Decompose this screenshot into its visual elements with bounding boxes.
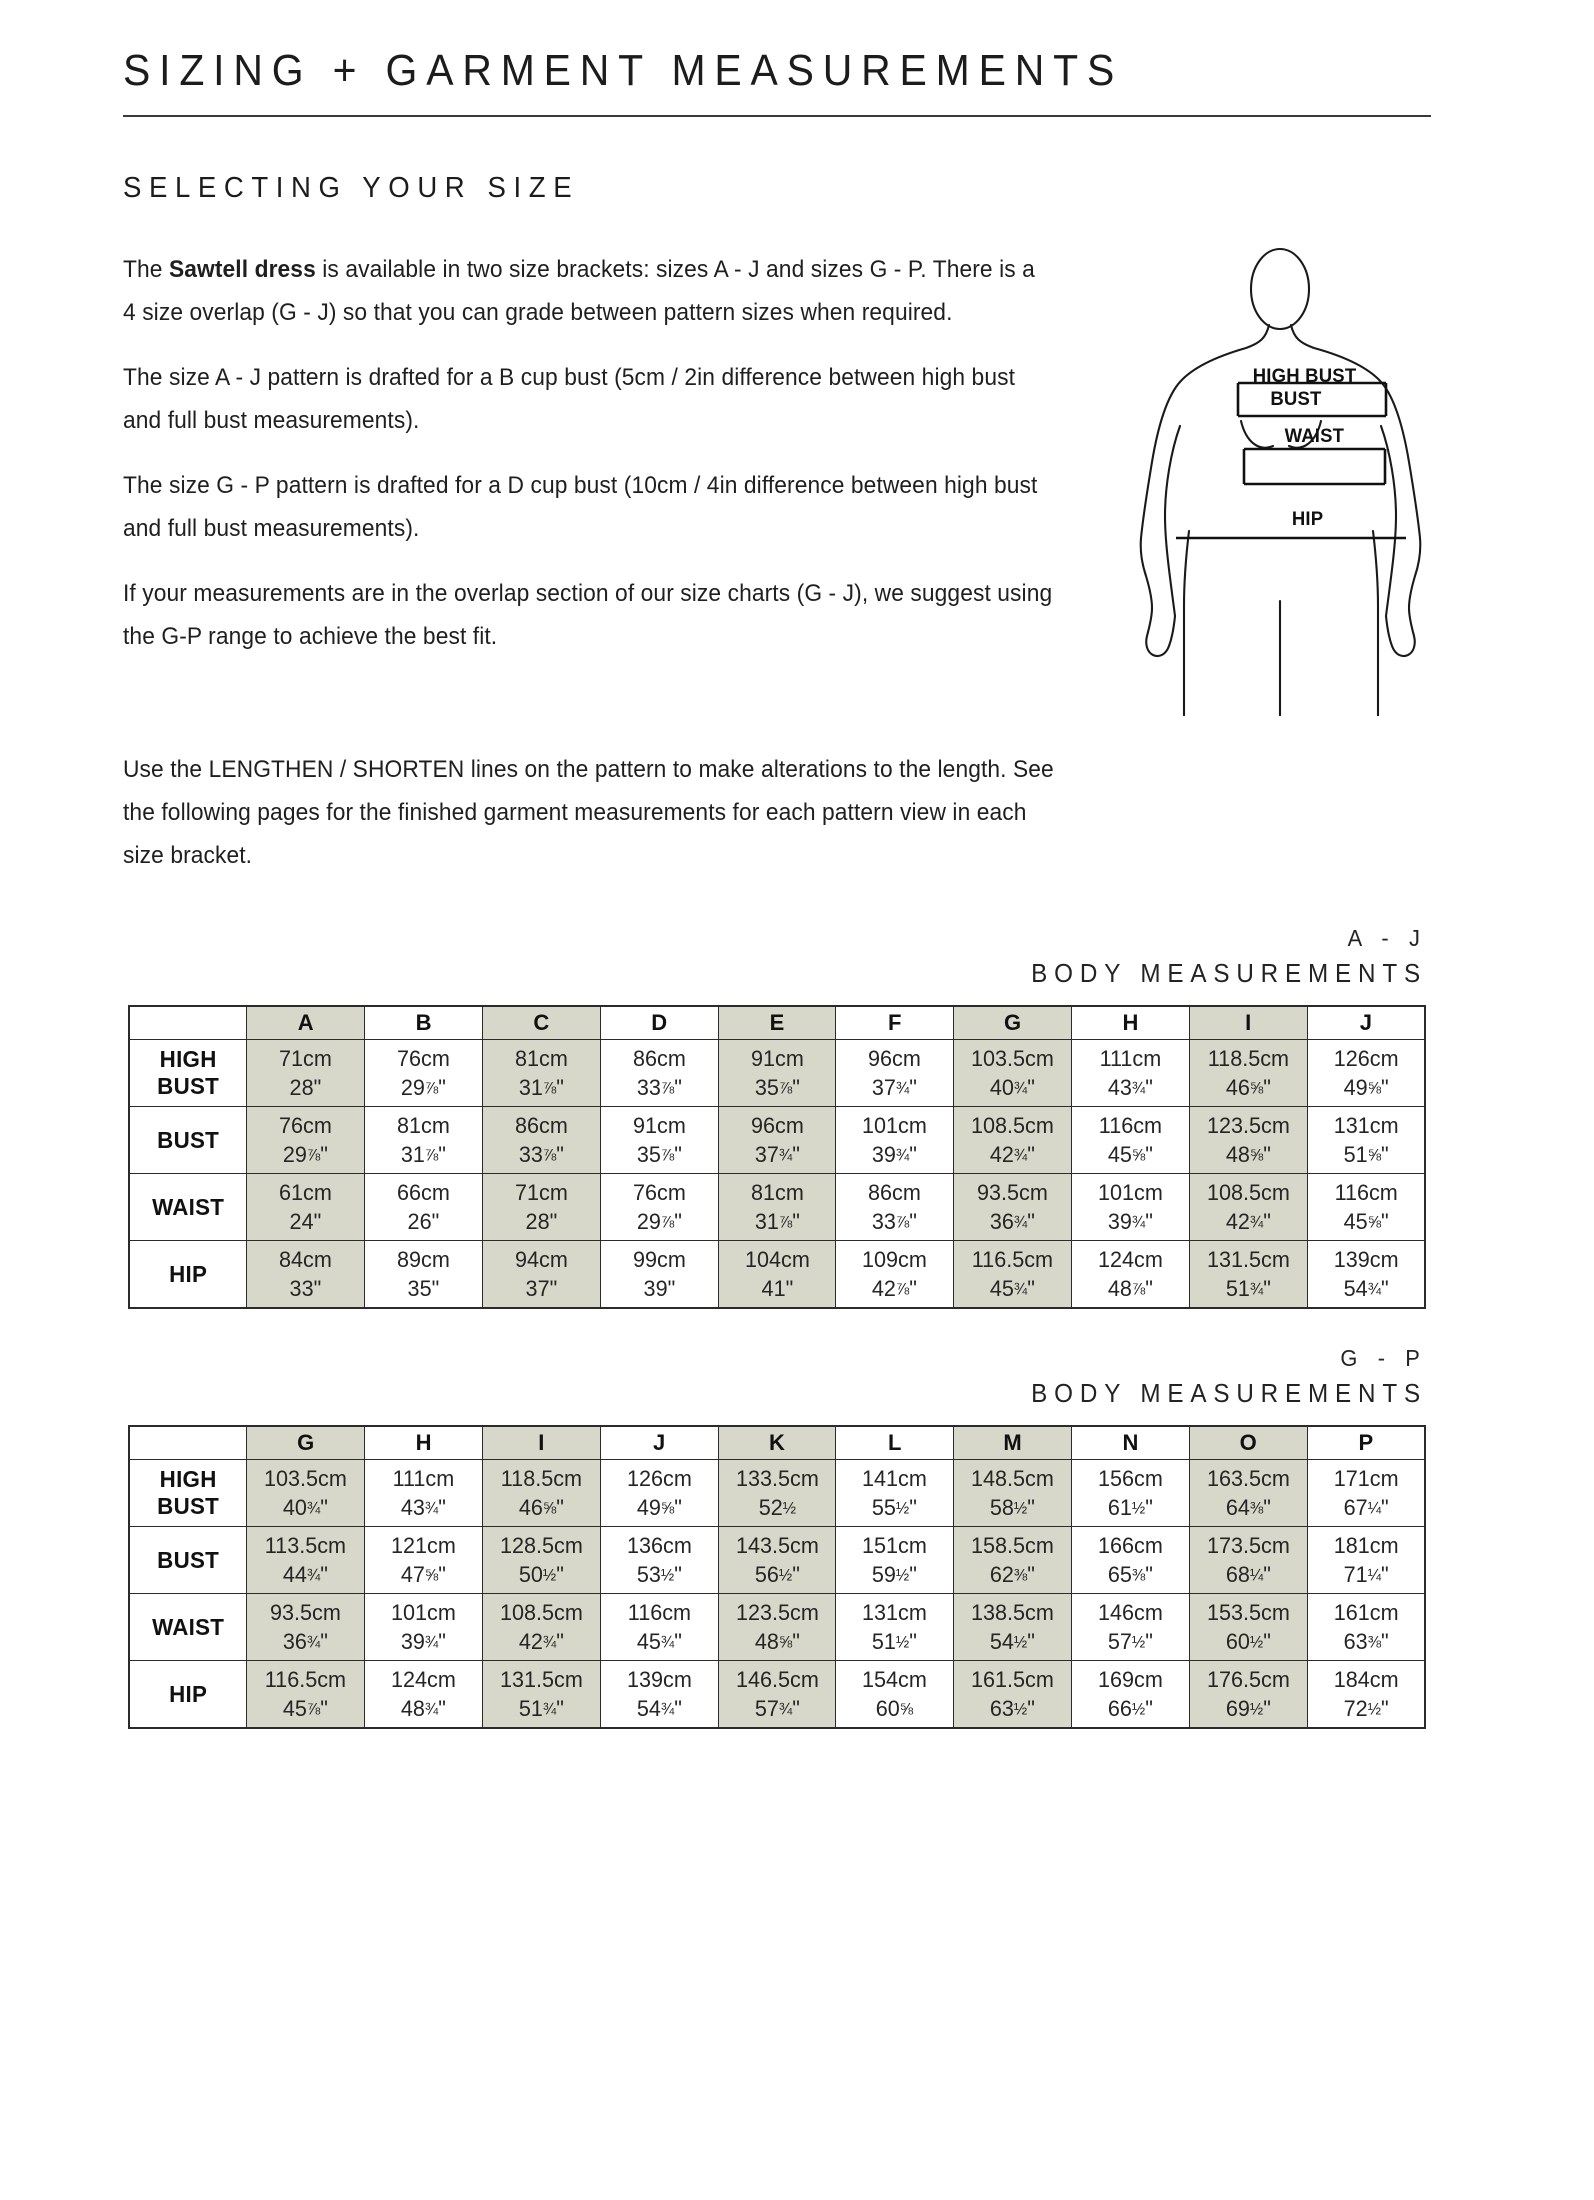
measurement-cell: 101cm 39¾" bbox=[1072, 1174, 1190, 1241]
column-header-size-K: K bbox=[718, 1426, 836, 1460]
measurement-cell: 124cm 48¾" bbox=[365, 1661, 483, 1729]
column-header-size-L: L bbox=[836, 1426, 954, 1460]
table-row bbox=[129, 1594, 1425, 1661]
measurement-cell: 171cm 67¼" bbox=[1307, 1460, 1425, 1527]
measurement-cell: 91cm 35⅞" bbox=[600, 1107, 718, 1174]
column-header-size-F: F bbox=[836, 1006, 954, 1040]
intro-text-block bbox=[123, 248, 1123, 680]
measurement-cell: 99cm 39" bbox=[600, 1241, 718, 1309]
measurement-cell: 161.5cm 63½" bbox=[954, 1661, 1072, 1729]
table-2-heading bbox=[123, 1345, 1427, 1409]
column-header-size-E: E bbox=[718, 1006, 836, 1040]
measurement-cell: 103.5cm 40¾" bbox=[954, 1040, 1072, 1107]
measurement-cell: 116cm 45⅝" bbox=[1307, 1174, 1425, 1241]
body-measurements-table-g-p bbox=[128, 1425, 1426, 1729]
measurement-cell: 156cm 61½" bbox=[1072, 1460, 1190, 1527]
column-header-size-H: H bbox=[1072, 1006, 1190, 1040]
row-label-bust: BUST bbox=[132, 1107, 244, 1174]
measurement-cell: 108.5cm 42¾" bbox=[954, 1107, 1072, 1174]
measurement-cell: 86cm 33⅞" bbox=[836, 1174, 954, 1241]
measurement-cell: 139cm 54¾" bbox=[600, 1661, 718, 1729]
measurement-cell: 71cm 28" bbox=[247, 1040, 365, 1107]
measurement-cell: 154cm 60⅝ bbox=[836, 1661, 954, 1729]
measurement-cell: 116.5cm 45⅞" bbox=[247, 1661, 365, 1729]
measurement-cell: 116.5cm 45¾" bbox=[954, 1241, 1072, 1309]
row-label-high-bust: HIGH BUST bbox=[132, 1460, 244, 1527]
column-header-size-G: G bbox=[247, 1426, 365, 1460]
p1-pre: The bbox=[123, 256, 169, 283]
measurement-cell: 84cm 33" bbox=[247, 1241, 365, 1309]
measurement-cell: 158.5cm 62⅜" bbox=[954, 1527, 1072, 1594]
paragraph-b-cup: The size A - J pattern is drafted for a B cup bust (5cm / 2in difference between high bust and full bust measurements). bbox=[123, 364, 1016, 434]
row-label-waist: WAIST bbox=[132, 1594, 244, 1661]
column-header-size-I: I bbox=[1189, 1006, 1307, 1040]
figure-label-high-bust: HIGH BUST bbox=[1252, 365, 1357, 387]
measurement-cell: 163.5cm 64⅜" bbox=[1189, 1460, 1307, 1527]
measurement-cell: 128.5cm 50½" bbox=[482, 1527, 600, 1594]
column-header-size-D: D bbox=[600, 1006, 718, 1040]
measurement-cell: 138.5cm 54½" bbox=[954, 1594, 1072, 1661]
section-heading: SELECTING YOUR SIZE bbox=[123, 172, 580, 204]
table-1-range-label: A - J bbox=[1347, 925, 1427, 951]
measurement-cell: 94cm 37" bbox=[482, 1241, 600, 1309]
measurement-cell: 81cm 31⅞" bbox=[718, 1174, 836, 1241]
measurement-cell: 118.5cm 46⅝" bbox=[482, 1460, 600, 1527]
measurement-cell: 81cm 31⅞" bbox=[482, 1040, 600, 1107]
column-header-size-G: G bbox=[954, 1006, 1072, 1040]
measurement-cell: 93.5cm 36¾" bbox=[247, 1594, 365, 1661]
measurement-cell: 76cm 29⅞" bbox=[365, 1040, 483, 1107]
column-header-size-I: I bbox=[482, 1426, 600, 1460]
table-1-name-label: BODY MEASUREMENTS bbox=[1031, 960, 1427, 988]
paragraph-lengthen-shorten: Use the LENGTHEN / SHORTEN lines on the pattern to make alterations to the length. See the following pages for the finished garment measurements for each pattern view in each size bracket. bbox=[123, 756, 1054, 869]
body-measurement-diagram bbox=[1128, 246, 1428, 716]
measurement-cell: 124cm 48⅞" bbox=[1072, 1241, 1190, 1309]
measurement-cell: 71cm 28" bbox=[482, 1174, 600, 1241]
measurement-cell: 173.5cm 68¼" bbox=[1189, 1527, 1307, 1594]
column-header-size-A: A bbox=[247, 1006, 365, 1040]
measurement-cell: 76cm 29⅞" bbox=[247, 1107, 365, 1174]
measurement-cell: 166cm 65⅜" bbox=[1072, 1527, 1190, 1594]
measurement-cell: 93.5cm 36¾" bbox=[954, 1174, 1072, 1241]
measurement-cell: 123.5cm 48⅝" bbox=[718, 1594, 836, 1661]
measurement-cell: 146.5cm 57¾" bbox=[718, 1661, 836, 1729]
table-corner-cell bbox=[129, 1426, 247, 1460]
table-row bbox=[129, 1040, 1425, 1107]
figure-label-waist: WAIST bbox=[1284, 425, 1345, 447]
measurement-cell: 111cm 43¾" bbox=[365, 1460, 483, 1527]
measurement-cell: 101cm 39¾" bbox=[365, 1594, 483, 1661]
measurement-cell: 81cm 31⅞" bbox=[365, 1107, 483, 1174]
measurement-cell: 131cm 51½" bbox=[836, 1594, 954, 1661]
measurement-cell: 96cm 37¾" bbox=[718, 1107, 836, 1174]
column-header-size-P: P bbox=[1307, 1426, 1425, 1460]
title-block bbox=[123, 48, 1469, 117]
measurement-cell: 61cm 24" bbox=[247, 1174, 365, 1241]
table-2-name-label: BODY MEASUREMENTS bbox=[1031, 1380, 1427, 1408]
column-header-size-M: M bbox=[954, 1426, 1072, 1460]
table-1-body bbox=[129, 1040, 1425, 1309]
column-header-size-J: J bbox=[600, 1426, 718, 1460]
table-corner-cell bbox=[129, 1006, 247, 1040]
table-header-row bbox=[129, 1426, 1425, 1460]
measurement-cell: 126cm 49⅝" bbox=[1307, 1040, 1425, 1107]
measurement-cell: 146cm 57½" bbox=[1072, 1594, 1190, 1661]
measurement-cell: 108.5cm 42¾" bbox=[482, 1594, 600, 1661]
measurement-cell: 86cm 33⅞" bbox=[600, 1040, 718, 1107]
column-header-size-B: B bbox=[365, 1006, 483, 1040]
column-header-size-J: J bbox=[1307, 1006, 1425, 1040]
table-2-range-label: G - P bbox=[1340, 1345, 1427, 1371]
column-header-size-C: C bbox=[482, 1006, 600, 1040]
row-label-bust: BUST bbox=[132, 1527, 244, 1594]
measurement-cell: 126cm 49⅝" bbox=[600, 1460, 718, 1527]
measurement-cell: 103.5cm 40¾" bbox=[247, 1460, 365, 1527]
p1-post: is available in two size brackets: sizes A - J and sizes G - P. There is a 4 size overlap (G - J) so that you can grade between pattern sizes when required. bbox=[123, 256, 1035, 326]
measurement-cell: 161cm 63⅜" bbox=[1307, 1594, 1425, 1661]
measurement-cell: 123.5cm 48⅝" bbox=[1189, 1107, 1307, 1174]
pattern-name: Sawtell dress bbox=[168, 256, 316, 283]
table-row bbox=[129, 1241, 1425, 1309]
measurement-cell: 104cm 41" bbox=[718, 1241, 836, 1309]
row-label-hip: HIP bbox=[132, 1661, 244, 1729]
measurement-cell: 76cm 29⅞" bbox=[600, 1174, 718, 1241]
table-row bbox=[129, 1661, 1425, 1729]
measurement-cell: 176.5cm 69½" bbox=[1189, 1661, 1307, 1729]
figure-label-bust: BUST bbox=[1270, 388, 1322, 410]
table-row bbox=[129, 1174, 1425, 1241]
measurement-cell: 116cm 45¾" bbox=[600, 1594, 718, 1661]
measurement-cell: 96cm 37¾" bbox=[836, 1040, 954, 1107]
table-row bbox=[129, 1527, 1425, 1594]
table-2-body bbox=[129, 1460, 1425, 1729]
measurement-cell: 86cm 33⅞" bbox=[482, 1107, 600, 1174]
measurement-cell: 101cm 39¾" bbox=[836, 1107, 954, 1174]
measurement-cell: 133.5cm 52½ bbox=[718, 1460, 836, 1527]
measurement-cell: 108.5cm 42¾" bbox=[1189, 1174, 1307, 1241]
body-silhouette-icon bbox=[1128, 246, 1428, 716]
table-1-header bbox=[129, 1006, 1425, 1040]
measurement-cell: 109cm 42⅞" bbox=[836, 1241, 954, 1309]
table-row bbox=[129, 1460, 1425, 1527]
measurement-cell: 184cm 72½" bbox=[1307, 1661, 1425, 1729]
measurement-cell: 169cm 66½" bbox=[1072, 1661, 1190, 1729]
measurement-cell: 181cm 71¼" bbox=[1307, 1527, 1425, 1594]
measurement-cell: 131cm 51⅝" bbox=[1307, 1107, 1425, 1174]
paragraph-overlap-advice: If your measurements are in the overlap section of our size charts (G - J), we suggest using the G-P range to achieve the best fit. bbox=[123, 580, 1053, 650]
measurement-cell: 113.5cm 44¾" bbox=[247, 1527, 365, 1594]
column-header-size-H: H bbox=[365, 1426, 483, 1460]
measurement-cell: 111cm 43¾" bbox=[1072, 1040, 1190, 1107]
measurement-cell: 118.5cm 46⅝" bbox=[1189, 1040, 1307, 1107]
measurement-cell: 91cm 35⅞" bbox=[718, 1040, 836, 1107]
row-label-hip: HIP bbox=[132, 1241, 244, 1309]
measurement-cell: 139cm 54¾" bbox=[1307, 1241, 1425, 1309]
measurement-cell: 153.5cm 60½" bbox=[1189, 1594, 1307, 1661]
measurement-cell: 121cm 47⅝" bbox=[365, 1527, 483, 1594]
column-header-size-N: N bbox=[1072, 1426, 1190, 1460]
measurement-cell: 131.5cm 51¾" bbox=[1189, 1241, 1307, 1309]
measurement-cell: 141cm 55½" bbox=[836, 1460, 954, 1527]
measurement-cell: 66cm 26" bbox=[365, 1174, 483, 1241]
measurement-cell: 136cm 53½" bbox=[600, 1527, 718, 1594]
title-divider bbox=[123, 115, 1431, 117]
measurement-cell: 116cm 45⅝" bbox=[1072, 1107, 1190, 1174]
paragraph-d-cup: The size G - P pattern is drafted for a D cup bust (10cm / 4in difference between high bust and full bust measurements). bbox=[123, 472, 1038, 542]
measurement-cell: 131.5cm 51¾" bbox=[482, 1661, 600, 1729]
measurement-cell: 89cm 35" bbox=[365, 1241, 483, 1309]
table-row bbox=[129, 1107, 1425, 1174]
measurement-cell: 151cm 59½" bbox=[836, 1527, 954, 1594]
measurement-cell: 148.5cm 58½" bbox=[954, 1460, 1072, 1527]
column-header-size-O: O bbox=[1189, 1426, 1307, 1460]
row-label-high-bust: HIGH BUST bbox=[132, 1040, 244, 1107]
table-1-heading bbox=[123, 925, 1427, 989]
row-label-waist: WAIST bbox=[132, 1174, 244, 1241]
paragraph-size-brackets bbox=[123, 248, 1053, 334]
table-header-row bbox=[129, 1006, 1425, 1040]
table-2-header bbox=[129, 1426, 1425, 1460]
page-title: SIZING + GARMENT MEASUREMENTS bbox=[123, 46, 1124, 95]
figure-label-hip: HIP bbox=[1291, 508, 1324, 530]
measurement-cell: 143.5cm 56½" bbox=[718, 1527, 836, 1594]
body-measurements-table-a-j bbox=[128, 1005, 1426, 1309]
intro-text-block-2 bbox=[123, 748, 1133, 899]
